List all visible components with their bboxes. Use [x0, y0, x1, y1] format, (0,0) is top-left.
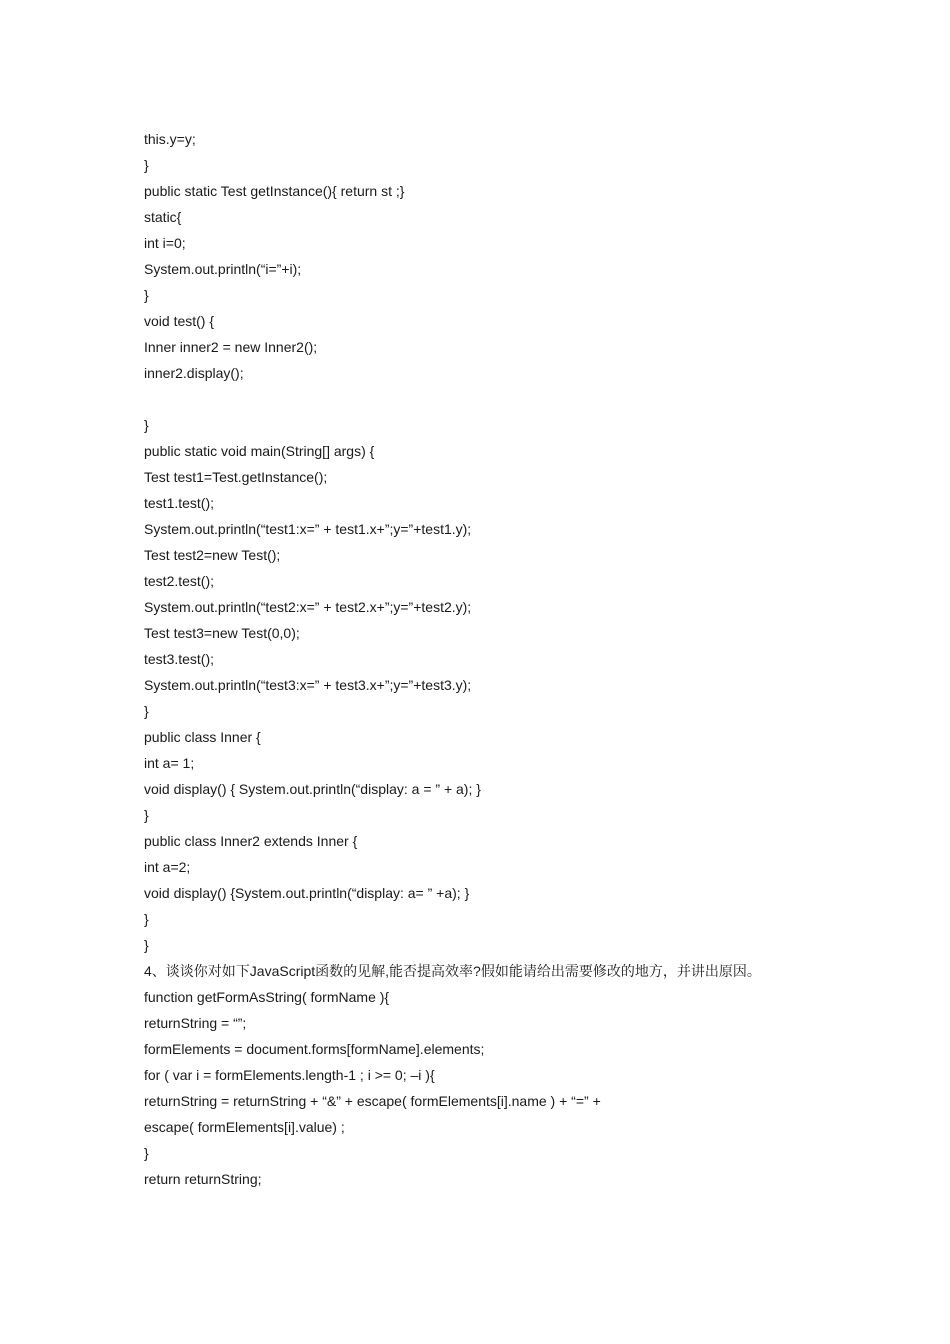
text-line: int a= 1; — [144, 755, 195, 771]
text-line: Test test2=new Test(); — [144, 547, 281, 563]
text-line: } — [144, 287, 149, 303]
text-line: Inner inner2 = new Inner2(); — [144, 339, 318, 355]
text-line: public class Inner2 extends Inner { — [144, 833, 358, 849]
text-line — [144, 386, 904, 412]
text-line: inner2.display(); — [144, 365, 244, 381]
text-line: } — [144, 1145, 149, 1161]
text-line: public static Test getInstance(){ return st ;} — [144, 183, 405, 199]
text-line: formElements = document.forms[formName].elements; — [144, 1041, 485, 1057]
text-line: Test test3=new Test(0,0); — [144, 625, 300, 641]
text-line: escape( formElements[i].value) ; — [144, 1119, 345, 1135]
text-line: System.out.println(“test1:x=” + test1.x+”;y=”+test1.y); — [144, 521, 472, 537]
text-line: } — [144, 911, 149, 927]
text-line: public static void main(String[] args) { — [144, 443, 375, 459]
text-line: returnString = returnString + “&” + escape( formElements[i].name ) + “=” + — [144, 1093, 601, 1109]
text-line: void display() {System.out.println(“display: a= ” +a); } — [144, 885, 470, 901]
text-line: for ( var i = formElements.length-1 ; i >= 0; –i ){ — [144, 1067, 435, 1083]
text-line: void test() { — [144, 313, 215, 329]
text-line: test1.test(); — [144, 495, 215, 511]
text-line: static{ — [144, 209, 182, 225]
text-line: Test test1=Test.getInstance(); — [144, 469, 328, 485]
text-line: } — [144, 157, 149, 173]
text-line: int i=0; — [144, 235, 186, 251]
text-line: System.out.println(“test3:x=” + test3.x+”;y=”+test3.y); — [144, 677, 472, 693]
text-line: returnString = “”; — [144, 1015, 247, 1031]
text-line: } — [144, 807, 149, 823]
text-line: } — [144, 703, 149, 719]
text-line: test2.test(); — [144, 573, 215, 589]
text-line: public class Inner { — [144, 729, 261, 745]
text-line: 4、谈谈你对如下JavaScript函数的见解,能否提高效率?假如能请给出需要修改的地方，并讲出原因。 — [144, 963, 761, 979]
text-line: void display() { System.out.println(“display: a = ” + a); } — [144, 781, 481, 797]
text-line: } — [144, 937, 149, 953]
text-line: return returnString; — [144, 1171, 262, 1187]
code-listing — [144, 126, 904, 1192]
text-line: System.out.println(“test2:x=” + test2.x+”;y=”+test2.y); — [144, 599, 472, 615]
text-line: System.out.println(“i=”+i); — [144, 261, 302, 277]
text-line: this.y=y; — [144, 131, 196, 147]
text-line: } — [144, 417, 149, 433]
text-line: function getFormAsString( formName ){ — [144, 989, 390, 1005]
text-line: int a=2; — [144, 859, 191, 875]
text-line: test3.test(); — [144, 651, 215, 667]
